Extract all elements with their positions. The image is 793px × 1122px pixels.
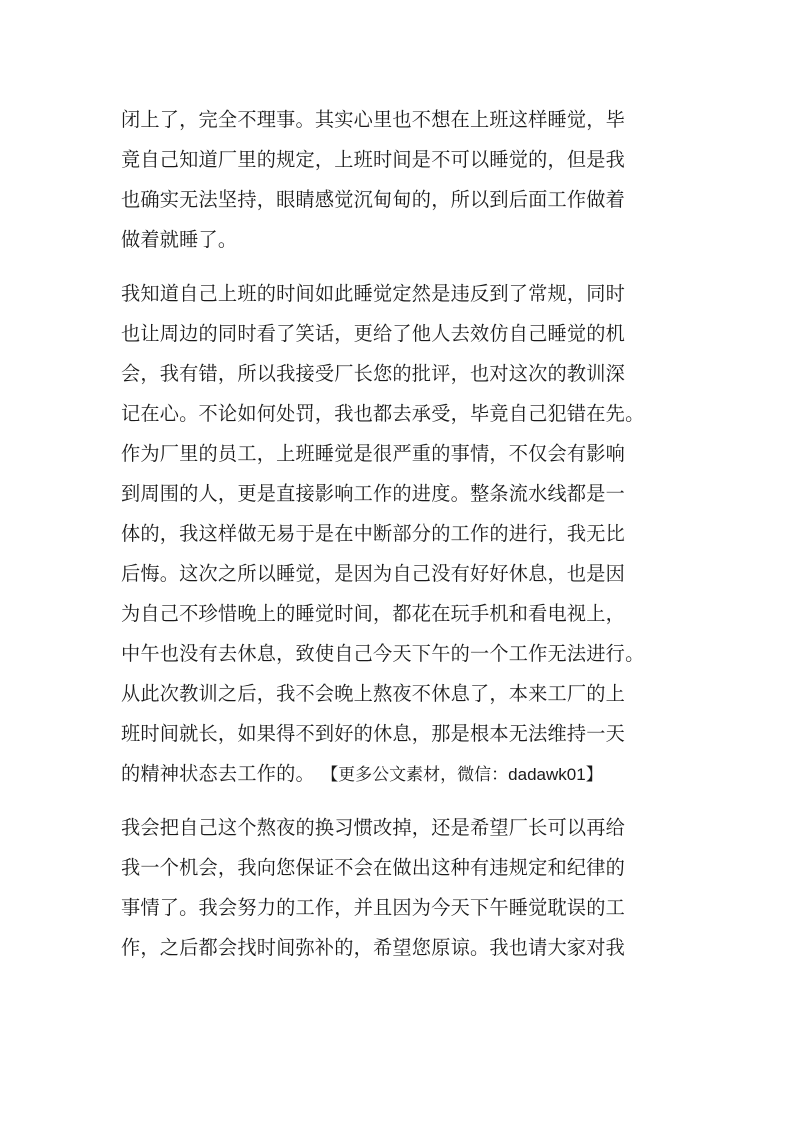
- text-line: 记在心。不论如何处罚，我也都去承受，毕竟自己犯错在先。: [121, 402, 645, 425]
- text-line: 从此次教训之后，我不会晚上熬夜不休息了，本来工厂的上: [121, 682, 626, 705]
- paragraph-1: [121, 100, 701, 260]
- text-line: 到周围的人，更是直接影响工作的进度。整条流水线都是一: [121, 482, 626, 505]
- text-line: 体的，我这样做无易于是在中断部分的工作的进行，我无比: [121, 522, 626, 545]
- text-line: 我知道自己上班的时间如此睡觉定然是违反到了常规，同时: [121, 282, 626, 305]
- text-line: 为自己不珍惜晚上的睡觉时间，都花在玩手机和看电视上，: [121, 602, 626, 625]
- text-line: 我一个机会，我向您保证不会在做出这种有违规定和纪律的: [121, 856, 626, 879]
- text-fragment: 的精神状态去工作的。: [121, 762, 315, 785]
- paragraph-2: [121, 274, 701, 794]
- text-line-with-note: [121, 754, 701, 794]
- document-body: [121, 100, 701, 982]
- text-line: 作为厂里的员工，上班睡觉是很严重的事情，不仅会有影响: [121, 442, 626, 465]
- text-line: 我会把自己这个熬夜的换习惯改掉，还是希望厂长可以再给: [121, 816, 626, 839]
- paragraph-3: [121, 808, 701, 968]
- text-line: 做着就睡了。: [121, 228, 238, 251]
- text-line: 也让周边的同时看了笑话，更给了他人去效仿自己睡觉的机: [121, 322, 626, 345]
- text-line: 作，之后都会找时间弥补的，希望您原谅。我也请大家对我: [121, 936, 626, 959]
- text-line: 后悔。这次之所以睡觉，是因为自己没有好好休息，也是因: [121, 562, 626, 585]
- text-line: 班时间就长，如果得不到好的休息，那是根本无法维持一天: [121, 722, 626, 745]
- text-line: 事情了。我会努力的工作，并且因为今天下午睡觉耽误的工: [121, 896, 626, 919]
- text-line: 闭上了，完全不理事。其实心里也不想在上班这样睡觉，毕: [121, 108, 626, 131]
- promo-note: 【更多公文素材，微信：dadawk01】: [321, 765, 603, 784]
- text-line: 也确实无法坚持，眼睛感觉沉甸甸的，所以到后面工作做着: [121, 188, 626, 211]
- text-line: 竟自己知道厂里的规定，上班时间是不可以睡觉的，但是我: [121, 148, 626, 171]
- text-line: 会，我有错，所以我接受厂长您的批评，也对这次的教训深: [121, 362, 626, 385]
- text-line: 中午也没有去休息，致使自己今天下午的一个工作无法进行。: [121, 642, 645, 665]
